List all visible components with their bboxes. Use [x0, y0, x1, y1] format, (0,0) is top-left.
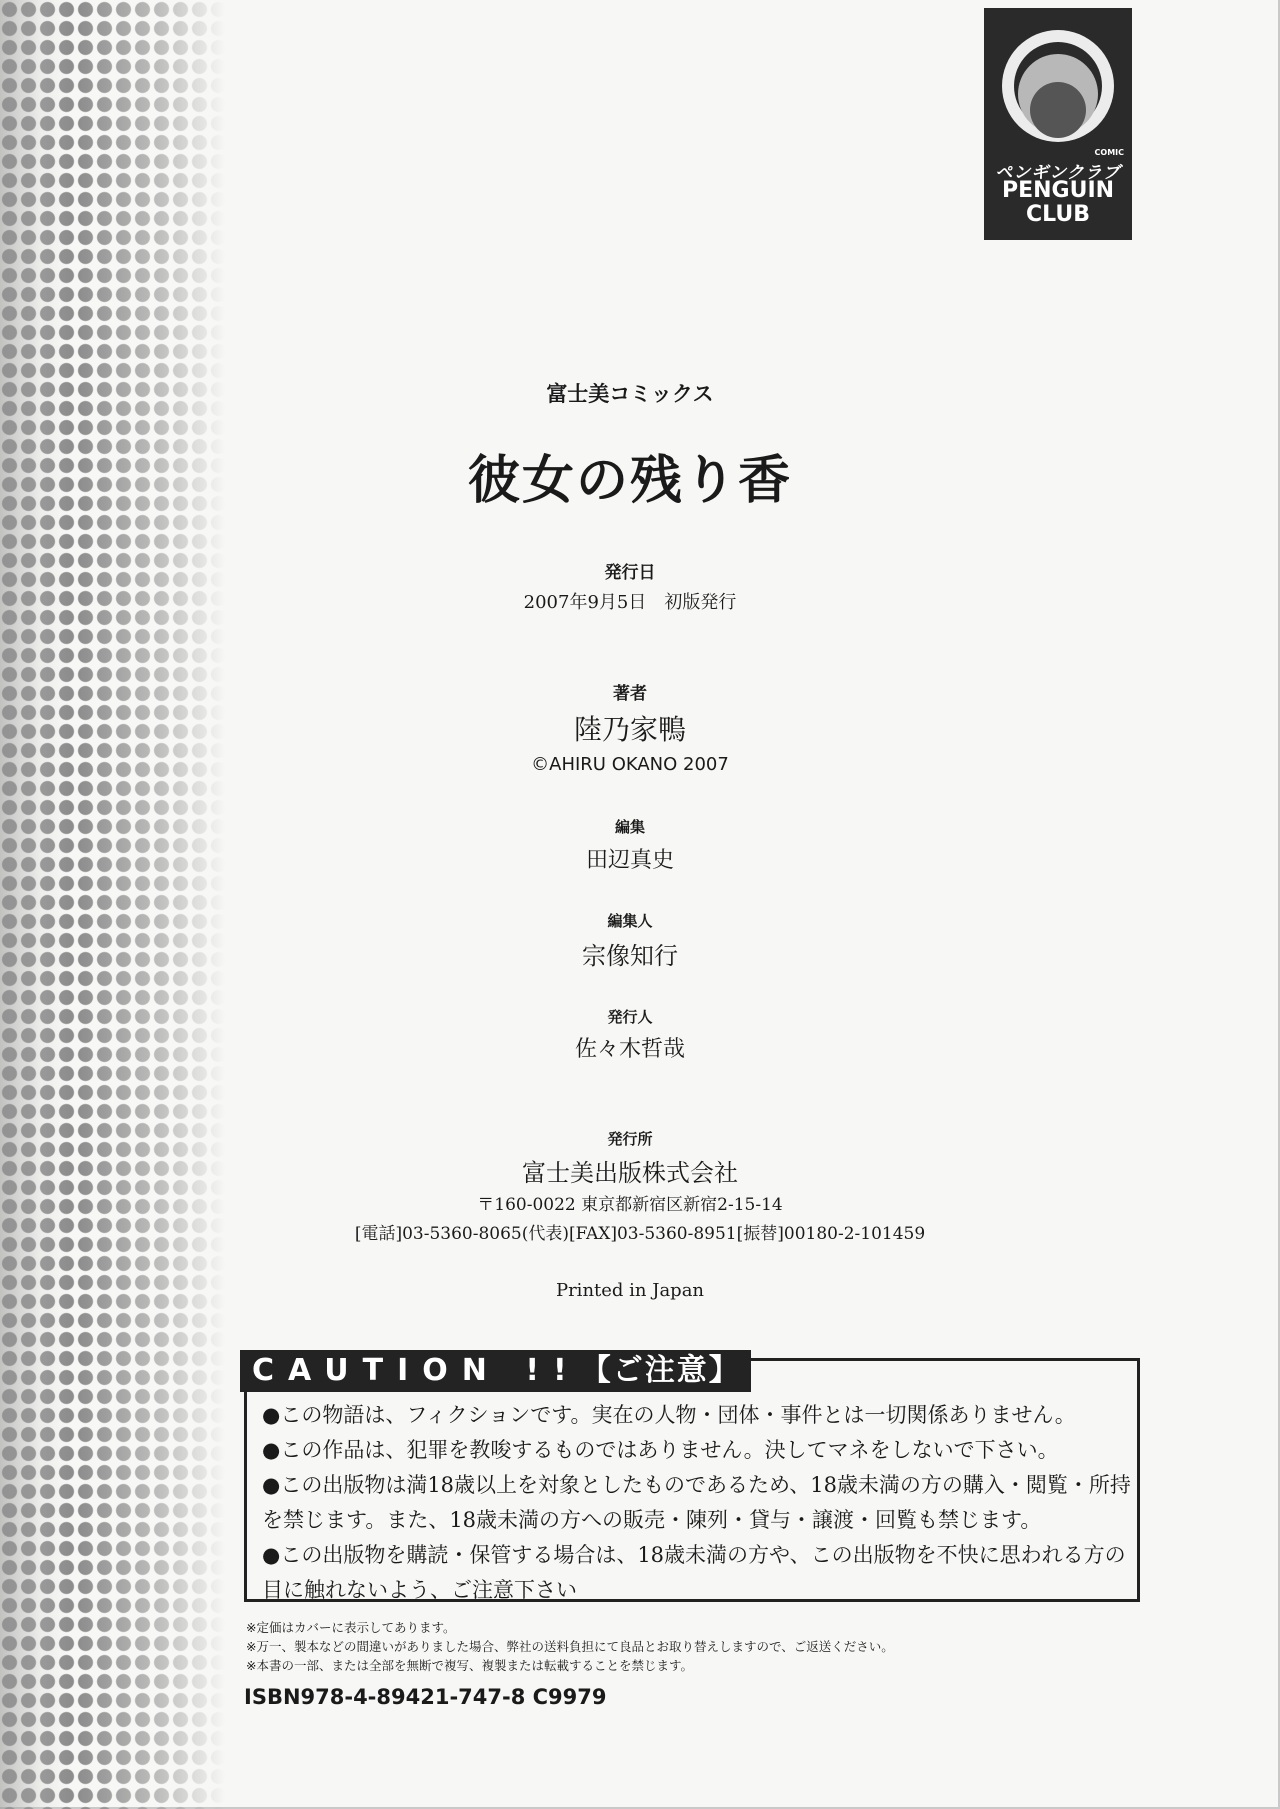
caution-item: ●この物語は、フィクションです。実在の人物・団体・事件とは一切関係ありません。 — [262, 1403, 1076, 1427]
publisher-person-label: 発行人 — [607, 1008, 653, 1026]
caution-heading-en: CAUTION !! — [252, 1353, 581, 1388]
publisher-address: 〒160-0022 東京都新宿区新宿2-15-14 — [477, 1195, 783, 1215]
author-copyright: ©AHIRU OKANO 2007 — [531, 754, 729, 775]
book-title: 彼女の残り香 — [467, 451, 792, 511]
author-name: 陸乃家鴨 — [573, 713, 686, 746]
publish-date-label: 発行日 — [604, 563, 656, 583]
caution-item: 目に触れないよう、ご注意下さい — [262, 1578, 577, 1602]
note-item: ※万一、製本などの間違いがありました場合、弊社の送料負担にて良品とお取り替えしますので、ご返送ください。 — [246, 1639, 894, 1654]
caution-item: ●この作品は、犯罪を教唆するものではありません。決してマネをしないで下さい。 — [262, 1438, 1059, 1462]
notes — [246, 1618, 1146, 1675]
caution-heading — [240, 1350, 751, 1392]
isbn: ISBN978-4-89421-747-8 C9979 — [244, 1685, 607, 1709]
editor-in-chief-label: 編集人 — [607, 912, 653, 930]
caution-list — [262, 1398, 1132, 1608]
caution-heading-ja: 【ご注意】 — [580, 1353, 741, 1388]
caution-item: を禁じます。また、18歳未満の方への販売・陳列・貸与・譲渡・回覧も禁じます。 — [262, 1508, 1042, 1532]
logo-brand-ja: ペンギンクラブ — [995, 163, 1121, 183]
logo-brand-line1: PENGUIN — [1001, 178, 1115, 203]
author-label: 著者 — [613, 684, 647, 704]
editor-name: 田辺真史 — [585, 848, 674, 873]
torn-page-edge — [0, 0, 70, 1809]
publisher-contact: [電話]03-5360-8065(代表)[FAX]03-5360-8951[振替]00180-2-101459 — [354, 1224, 926, 1244]
publish-date-value: 2007年9月5日 初版発行 — [523, 592, 737, 613]
publisher-person-name: 佐々木哲哉 — [574, 1037, 685, 1062]
note-item: ※本書の一部、または全部を無断で複写、複製または転載することを禁じます。 — [246, 1658, 693, 1673]
caution-item: ●この出版物を購読・保管する場合は、18歳未満の方や、この出版物を不快に思われる方の — [262, 1543, 1126, 1567]
penguin-club-emblem-icon — [998, 22, 1118, 152]
penguin-club-logo — [984, 8, 1132, 240]
editor-in-chief-name: 宗像知行 — [582, 942, 678, 970]
logo-comic-label: COMIC — [1094, 148, 1124, 157]
caution-item: ●この出版物は満18歳以上を対象としたものであるため、18歳未満の方の購入・閲覧・所持 — [262, 1473, 1131, 1497]
imprint-name: 富士美コミックス — [546, 382, 714, 406]
publisher-label: 発行所 — [607, 1130, 653, 1148]
logo-brand-line2: CLUB — [1025, 202, 1090, 227]
publisher-name: 富士美出版株式会社 — [522, 1159, 738, 1187]
printed-in: Printed in Japan — [555, 1280, 705, 1301]
note-item: ※定価はカバーに表示してあります。 — [246, 1620, 456, 1635]
editor-label: 編集 — [614, 818, 645, 836]
